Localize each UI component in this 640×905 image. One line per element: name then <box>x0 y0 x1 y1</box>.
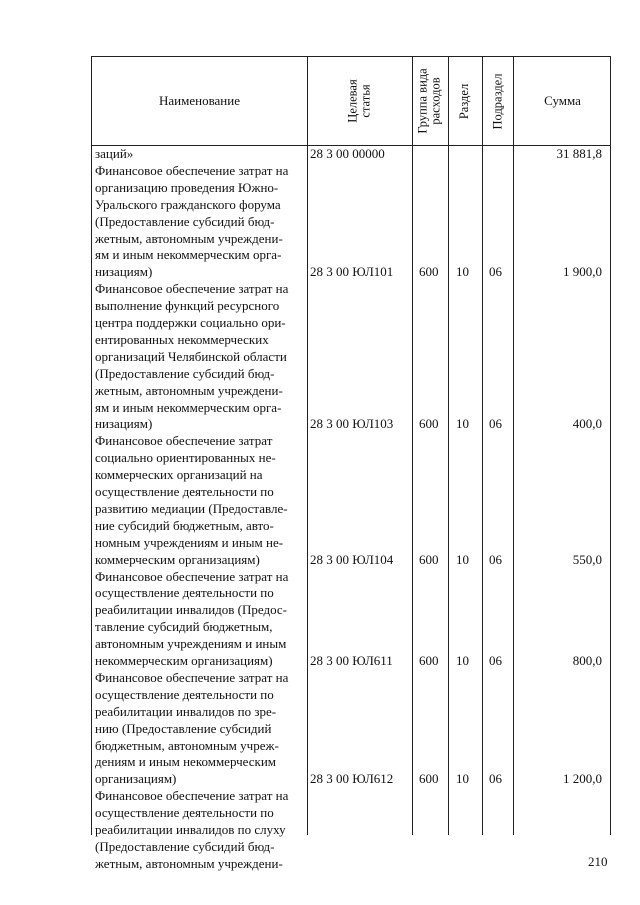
row-description <box>95 788 303 873</box>
header-section-label: Раздел <box>457 83 472 119</box>
description-line: Финансовое обеспечение затрат на <box>95 281 289 297</box>
row-amount: 800,0 <box>572 653 602 668</box>
row-description <box>95 670 303 788</box>
description-line: ентированных некоммерческих <box>95 331 269 347</box>
header-name <box>92 57 307 145</box>
description-line: коммерческим организациям) <box>95 551 260 567</box>
row-expense-group: 600 <box>419 264 439 280</box>
description-line: коммерческих организаций на <box>95 467 263 483</box>
header-group-label <box>417 68 443 133</box>
row-subsection: 06 <box>489 264 502 280</box>
header-section <box>448 57 482 145</box>
description-line: (Предоставление субсидий бюд- <box>95 213 275 229</box>
row-expense-group: 600 <box>419 653 439 668</box>
row-section: 10 <box>456 264 469 280</box>
description-line: жетным, автономным учреждени- <box>95 382 283 398</box>
description-line: развитию медиации (Предоставле- <box>95 500 288 516</box>
description-line: низациям) <box>95 264 153 280</box>
header-target-label <box>347 79 373 122</box>
description-line: организацию проведения Южно- <box>95 179 279 195</box>
header-name-label: Наименование <box>159 93 240 108</box>
description-line: некоммерческим организациям) <box>95 653 273 669</box>
row-description <box>95 569 303 670</box>
row-expense-group: 600 <box>419 551 439 567</box>
description-line: жетным, автономным учреждени- <box>95 855 283 871</box>
description-line: (Предоставление субсидий бюд- <box>95 365 275 381</box>
column-divider <box>412 57 413 835</box>
description-line: выполнение функций ресурсного <box>95 298 280 314</box>
description-line: ям и иным некоммерческим орга- <box>95 247 282 263</box>
row-amount: 400,0 <box>572 416 602 432</box>
description-line: осуществление деятельности по <box>95 805 274 821</box>
row-subsection: 06 <box>489 416 502 432</box>
description-line: нию (Предоставление субсидий <box>95 720 272 736</box>
description-line: осуществление деятельности по <box>95 585 274 601</box>
description-line: жетным, автономным учреждени- <box>95 230 283 246</box>
header-target-line1: Целевая <box>345 79 360 123</box>
description-line: ние субсидий бюджетным, авто- <box>95 517 274 533</box>
row-subsection: 06 <box>489 551 502 567</box>
row-amount: 550,0 <box>572 551 602 567</box>
description-line: (Предоставление субсидий бюд- <box>95 838 275 854</box>
row-description <box>95 281 303 433</box>
row-section: 10 <box>456 771 469 787</box>
description-line: ям и иным некоммерческим орга- <box>95 399 282 415</box>
row-expense-group: 600 <box>419 416 439 432</box>
description-line: центра поддержки социально ори- <box>95 315 286 330</box>
column-divider <box>482 57 483 835</box>
row-target-code: 28 3 00 ЮЛ611 <box>310 653 393 668</box>
description-line: Финансовое обеспечение затрат на <box>95 162 289 178</box>
header-subsection <box>482 57 513 145</box>
description-line: Финансовое обеспечение затрат на <box>95 669 289 685</box>
description-line: автономным учреждениям и иным <box>95 636 287 652</box>
row-amount: 31 881,8 <box>556 146 602 161</box>
description-line: Финансовое обеспечение затрат на <box>95 568 289 584</box>
header-group-line2: расходов <box>429 77 444 125</box>
header-sum-label: Сумма <box>544 93 581 108</box>
row-target-code: 28 3 00 00000 <box>310 146 385 161</box>
description-line: реабилитации инвалидов (Предос- <box>95 602 288 618</box>
description-line: Финансовое обеспечение затрат <box>95 433 273 449</box>
row-description <box>95 433 303 568</box>
description-line: низациям) <box>95 416 153 432</box>
row-expense-group: 600 <box>419 771 439 787</box>
description-line: организаций Челябинской области <box>95 348 287 364</box>
row-amount: 1 200,0 <box>563 771 602 787</box>
column-divider <box>513 57 514 835</box>
row-section: 10 <box>456 416 469 432</box>
row-description <box>95 146 303 163</box>
description-line: осуществление деятельности по <box>95 484 274 500</box>
description-line: реабилитации инвалидов по слуху <box>95 822 286 837</box>
row-target-code: 28 3 00 ЮЛ103 <box>310 416 394 432</box>
row-subsection: 06 <box>489 653 502 668</box>
row-target-code: 28 3 00 ЮЛ104 <box>310 551 394 567</box>
description-line: заций» <box>95 146 134 161</box>
description-line: Финансовое обеспечение затрат на <box>95 788 289 804</box>
description-line: Уральского гражданского форума <box>95 196 281 212</box>
row-target-code: 28 3 00 ЮЛ101 <box>310 264 394 280</box>
header-group-line1: Группа вида <box>416 68 431 134</box>
column-divider <box>307 57 308 835</box>
header-sum <box>513 57 612 145</box>
description-line: тавление субсидий бюджетным, <box>95 619 273 635</box>
row-subsection: 06 <box>489 771 502 787</box>
row-description <box>95 163 303 281</box>
row-section: 10 <box>456 653 469 668</box>
header-target-line2: статья <box>358 84 373 118</box>
header-target <box>307 57 412 145</box>
description-line: дениям и иным некоммерческим <box>95 754 277 770</box>
description-line: организациям) <box>95 771 177 787</box>
row-section: 10 <box>456 551 469 567</box>
description-line: номным учреждениям и иным не- <box>95 534 284 550</box>
row-amount: 1 900,0 <box>563 264 602 280</box>
description-line: реабилитации инвалидов по зре- <box>95 703 277 719</box>
description-line: осуществление деятельности по <box>95 686 274 702</box>
header-group <box>412 57 448 145</box>
row-target-code: 28 3 00 ЮЛ612 <box>310 771 394 787</box>
page-number: 210 <box>588 854 608 869</box>
description-line: социально ориентированных не- <box>95 450 276 466</box>
description-line: бюджетным, автономным учреж- <box>95 737 279 753</box>
column-divider <box>448 57 449 835</box>
header-subsection-label: Подраздел <box>490 73 504 129</box>
